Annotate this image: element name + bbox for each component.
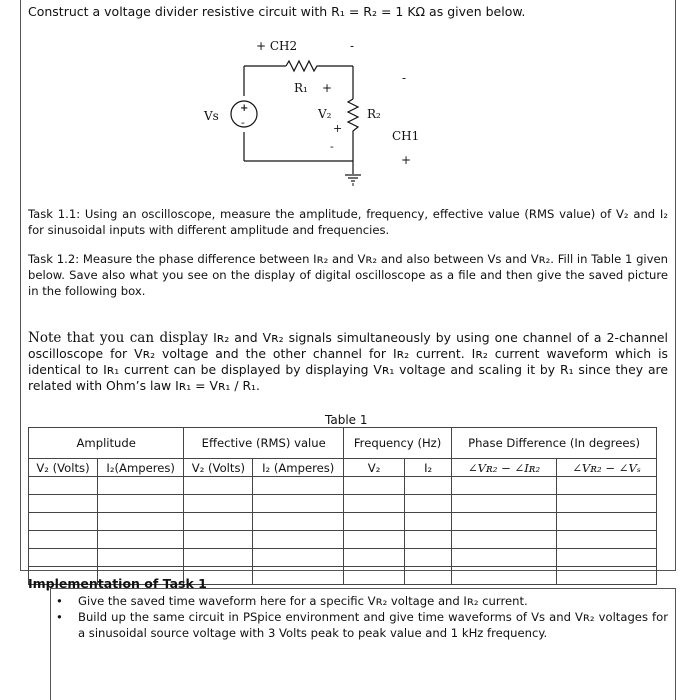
- phase-1-header: ∠Vʀ₂ − ∠Iʀ₂: [452, 459, 557, 477]
- v2-minus-sign: -: [330, 140, 334, 153]
- table-cell: [556, 531, 656, 549]
- ch1-plus-sign: +: [401, 153, 412, 167]
- table-cell: [405, 495, 452, 513]
- note-paragraph: [28, 330, 668, 394]
- table-cell: [344, 495, 405, 513]
- frequency-header: Frequency (Hz): [344, 428, 452, 459]
- rms-v2-header: V₂ (Volts): [184, 459, 253, 477]
- table-cell: [97, 495, 183, 513]
- v2-plus-sign: +: [333, 122, 343, 135]
- table-cell: [452, 531, 557, 549]
- v2-label: V₂: [318, 107, 332, 121]
- vs-minus-sign: -: [241, 116, 245, 129]
- table-cell: [556, 513, 656, 531]
- table-cell: [184, 513, 253, 531]
- ch1-label: CH1: [392, 129, 420, 143]
- table-row: [29, 477, 657, 495]
- implementation-bullet: [56, 609, 668, 641]
- table-cell: [405, 567, 452, 585]
- table-cell: [253, 513, 344, 531]
- r2-resistor: [348, 99, 358, 134]
- table-cell: [97, 531, 183, 549]
- r1-label: R₁: [294, 81, 308, 95]
- ground-icon: [345, 175, 361, 186]
- measurement-table: [28, 427, 657, 585]
- task-1-2-text: Task 1.2: Measure the phase difference between Iʀ₂ and Vʀ₂ and also between Vs and Vʀ₂. Fill in Table 1 given below. Save also what you see on the display of digital oscilloscope as a file and then give the saved picture in the following box.: [28, 252, 668, 298]
- r1-plus-sign: +: [322, 81, 333, 95]
- amplitude-header: Amplitude: [29, 428, 184, 459]
- note-lead: Note that you can display: [28, 330, 208, 346]
- note-rest: Iʀ₂ and Vʀ₂ signals simultaneously by using one channel of a 2-channel oscilloscope for Vʀ₂ voltage and the other channel for Iʀ₂ current. Iʀ₂ current waveform which is identical to Iʀ₁ current can be displayed by displaying Vʀ₁ voltage and scaling it by R₁ since they are related with Ohm’s law Iʀ₁ = Vʀ₁ / R₁.: [28, 330, 668, 393]
- bullet-text: Build up the same circuit in PSpice environment and give time waveforms of Vs and Vʀ₂ voltages for a sinusoidal source voltage with 3 Volts peak to peak value and 1 kHz frequency.: [78, 610, 668, 640]
- table-cell: [184, 477, 253, 495]
- amp-v2-header: V₂ (Volts): [29, 459, 98, 477]
- table-cell: [97, 477, 183, 495]
- table-cell: [184, 495, 253, 513]
- table-cell: [184, 549, 253, 567]
- table-row: [29, 513, 657, 531]
- table-cell: [29, 477, 98, 495]
- table-cell: [452, 477, 557, 495]
- table-caption: Table 1: [325, 413, 368, 427]
- voltage-divider-circuit: [190, 34, 430, 194]
- ch2-minus-sign: -: [350, 39, 355, 53]
- table-subheader-row: [29, 459, 657, 477]
- table-cell: [344, 549, 405, 567]
- implementation-bullet: [56, 593, 668, 609]
- freq-i2-header: I₂: [405, 459, 452, 477]
- table-cell: [344, 567, 405, 585]
- table-cell: [452, 567, 557, 585]
- amp-i2-header: I₂(Amperes): [97, 459, 183, 477]
- phase-2-header: ∠Vʀ₂ − ∠Vₛ: [556, 459, 656, 477]
- bullet-text: Give the saved time waveform here for a specific Vʀ₂ voltage and Iʀ₂ current.: [78, 594, 528, 608]
- vs-label: Vs: [204, 109, 219, 123]
- implementation-list: [56, 593, 668, 641]
- table-row: [29, 495, 657, 513]
- r2-label: R₂: [367, 107, 381, 121]
- table-cell: [556, 567, 656, 585]
- table-cell: [253, 549, 344, 567]
- table-cell: [556, 549, 656, 567]
- table-cell: [556, 495, 656, 513]
- table-cell: [344, 477, 405, 495]
- table-cell: [405, 513, 452, 531]
- ch2-label: + CH2: [256, 39, 298, 53]
- right-minus-sign: -: [402, 71, 407, 85]
- table-cell: [452, 495, 557, 513]
- task-1-1-text: Task 1.1: Using an oscilloscope, measure the amplitude, frequency, effective value (RMS value) of V₂ and I₂ for sinusoidal inputs with different amplitude and frequencies.: [28, 207, 668, 237]
- intro-text: Construct a voltage divider resistive circuit with R₁ = R₂ = 1 KΩ as given below.: [28, 4, 526, 19]
- table-cell: [452, 513, 557, 531]
- table-cell: [29, 531, 98, 549]
- table-cell: [253, 477, 344, 495]
- bullet-icon: •: [56, 594, 63, 608]
- rms-i2-header: I₂ (Amperes): [253, 459, 344, 477]
- r1-resistor: [286, 61, 320, 71]
- table-cell: [184, 531, 253, 549]
- table-group-header-row: [29, 428, 657, 459]
- vs-plus-sign: +: [240, 103, 249, 114]
- table-cell: [253, 531, 344, 549]
- table-cell: [344, 531, 405, 549]
- table-cell: [29, 513, 98, 531]
- rms-header: Effective (RMS) value: [184, 428, 344, 459]
- table-cell: [97, 549, 183, 567]
- phase-header: Phase Difference (In degrees): [452, 428, 657, 459]
- table-cell: [29, 549, 98, 567]
- table-cell: [405, 531, 452, 549]
- table-cell: [556, 477, 656, 495]
- table-cell: [97, 513, 183, 531]
- table-cell: [253, 567, 344, 585]
- table-row: [29, 549, 657, 567]
- table-cell: [405, 477, 452, 495]
- table-cell: [29, 495, 98, 513]
- freq-v2-header: V₂: [344, 459, 405, 477]
- implementation-title: Implementation of Task 1: [28, 576, 207, 591]
- table-cell: [344, 513, 405, 531]
- table-cell: [253, 495, 344, 513]
- table-row: [29, 531, 657, 549]
- table-cell: [405, 549, 452, 567]
- table-cell: [452, 549, 557, 567]
- bullet-icon: •: [56, 610, 63, 624]
